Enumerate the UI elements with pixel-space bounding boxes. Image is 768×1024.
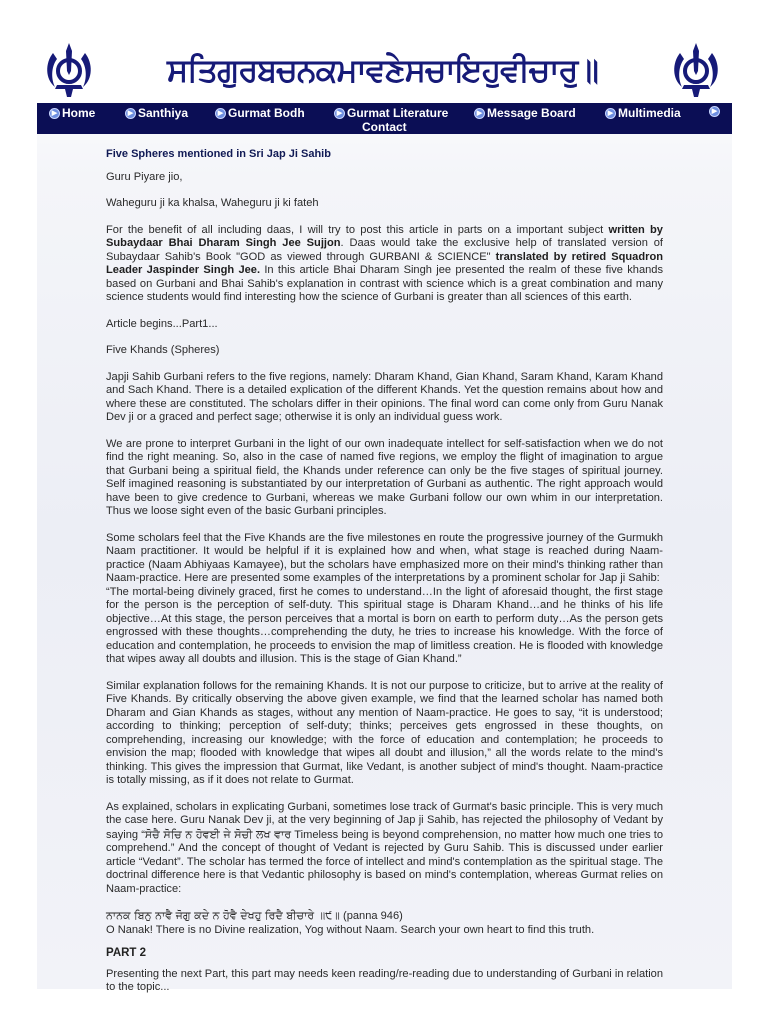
paragraph-3: Some scholars feel that the Five Khands are the five milestones en route the progressive journey of the Gurmukh Naam practitioner. It would be helpful if it is explained how and when, what stage is reached during Naam-practice (Naam Abhiyaas Kamayee), but the scholars have emphasized more on their mind's thinking rather than Naam-practice. Here are presented some examples of the interpretations by a prominent scholar for Jap ji Sahib: [106, 531, 663, 584]
nav-bullet-icon: ▶ [125, 108, 136, 119]
paragraph-2: We are prone to interpret Gurbani in the light of our own inadequate intellect for self-satisfaction when we do not find the right meaning. So, also in the case of named five regions, we employ the flight of imagination to argue that Gurbani being a spiritual field, the Khands under reference can only be the five stages of spiritual journey. Self imagined reasoning is substantiated by our interpretation of Gurbani as authentic. The right approach would have been to give credence to Gurbani, whereas we make Gurbani follow our own whim in our interpretation. Thus we loose sight even of the basic Gurbani principles. [106, 437, 663, 517]
article [106, 148, 663, 995]
nav-bullet-icon: ▶ [49, 108, 60, 119]
nav-message-board-label: Message Board [487, 106, 576, 120]
nav-home[interactable] [49, 106, 95, 120]
intro-text-2: . Daas would take the exclusive help of translated version of Subaydaar Sahib's Book "GOD as viewed through GURBANI & SCIENCE" [106, 237, 663, 263]
nav-gurmat-bodh[interactable] [215, 106, 305, 120]
intro-text-3: In this article Bhai Dharam Singh jee presented the realm of these five khands based on Gurbani and Bhai Sahib's explanation in contrast with science which is a great combination and many science students would find interesting how the science of Gurbani is greater than all sciences of this earth. [106, 264, 663, 303]
article-begins: Article begins...Part1... [106, 317, 218, 330]
verse-reference: (panna 946) [339, 910, 403, 922]
gurbani-verse [106, 909, 663, 924]
verse-translation: O Nanak! There is no Divine realization, Yog without Naam. Search your own heart to find this truth. [106, 923, 595, 936]
paragraph-5-text-a: As explained, scholars in explicating Gurbani, sometimes lose track of Gurmat's basic principle. This is very much the case here. Guru Nanak Dev ji, at the very beginning of Jap ji Sahib, has rejected the philosophy of Vedant by saying “ [106, 800, 663, 841]
nav-santhiya-label: Santhiya [138, 106, 189, 120]
translator-credit: translated by retired Squadron Leader Jaspinder Singh Jee. [106, 250, 663, 276]
khanda-right-icon [670, 41, 722, 99]
nav-bullet-icon: ▶ [709, 106, 720, 117]
nav-multimedia[interactable] [605, 106, 681, 120]
article-title: Five Spheres mentioned in Sri Jap Ji Sahib [106, 148, 331, 160]
part-2-heading: PART 2 [106, 947, 147, 959]
greeting: Guru Piyare jio, [106, 170, 183, 183]
nav-bullet-icon: ▶ [334, 108, 345, 119]
nav-gurmat-literature[interactable] [334, 106, 448, 120]
intro-paragraph [106, 224, 663, 305]
nav-santhiya[interactable] [125, 106, 188, 120]
paragraph-4: Similar explanation follows for the remaining Khands. It is not our purpose to criticize, but to arrive at the reality of Five Khands. By critically observing the above given example, we find that the learned scholar has named both Dharam and Gian Khands as stages, without any mention of Naam-practice. He goes to say, “it is understood; according to thinking; perception of self-duty; thinks; perceives gets engrossed in these thoughts, on comprehending, increasing our knowledge; with the force of education and contemplation; he proceeds to envision the map; flooded with knowledge that wipes all doubt and illusion,” all the words relate to the mind's thinking. This gives the impression that Gurmat, like Vedant, is another subject of mind's thought. Naam-practice is totally missing, as if it does not relate to Gurmat. [106, 679, 663, 786]
intro-text-1: For the benefit of all including daas, I will try to post this article in parts on a important subject [106, 223, 609, 236]
nav-home-label: Home [62, 106, 96, 120]
nav-multimedia-label: Multimedia [618, 106, 681, 120]
nav-more[interactable] [709, 106, 720, 117]
nav-message-board[interactable] [474, 106, 576, 120]
section-subheading: Five Khands (Spheres) [106, 344, 220, 356]
nav-bullet-icon: ▶ [215, 108, 226, 119]
nav-contact-label: Contact [362, 120, 407, 134]
site-banner [37, 37, 732, 103]
banner-title: ਸਤਿਗੁਰਬਚਨਕਮਾਵਣੇਸਚਾਇਹੁਵੀਚਾਰੁ॥ [167, 50, 598, 89]
nav-contact[interactable] [362, 120, 407, 134]
salutation: Waheguru ji ka khalsa, Waheguru ji ki fateh [106, 197, 319, 209]
part-2-text: Presenting the next Part, this part may needs keen reading/re-reading due to understanding of Gurbani in relation to the topic... [106, 967, 663, 993]
paragraph-5-text-b: Timeless being is beyond comprehension, no matter how much one tries to comprehend.” And the concept of thought of Vedant is rejected by Guru Sahib. This is discussed under earlier article “Vedant”. The scholar has termed the force of intellect and mind's contemplation as the spiritual stage. The doctrinal difference here is that Vedantic philosophy is based on mind's contemplation, whereas Gurmat relies on Naam-practice: [106, 828, 664, 895]
paragraph-1: Japji Sahib Gurbani refers to the five regions, namely: Dharam Khand, Gian Khand, Saram Khand, Karam Khand and Sach Khand. There is a detailed explication of the different Khands. Yet the question remains about how and where these are constituted. The scholars differ in their opinions. The final word can come only from Guru Nanak Dev ji or a graced and perfect sage; otherwise it is only an individual guess work. [106, 370, 663, 423]
khanda-left-icon [43, 41, 95, 99]
verse-gurmukhi: ਨਾਨਕ ਬਿਨੁ ਨਾਵੈ ਜੋਗੁ ਕਦੇ ਨ ਹੋਵੈ ਦੇਖਹੁ ਰਿਦੈ ਬੀਚਾਰੇ ॥੯॥ [106, 909, 340, 922]
nav-bullet-icon: ▶ [474, 108, 485, 119]
author-credit: written by Subaydaar Bhai Dharam Singh Jee Sujjon [106, 223, 663, 249]
nav-bullet-icon: ▶ [605, 108, 616, 119]
gurbani-line: ਸੋਚੈ ਸੋਚਿ ਨ ਹੋਵਈ ਜੇ ਸੋਚੀ ਲਖ ਵਾਰ [144, 827, 292, 841]
main-nav [37, 103, 732, 134]
scholar-quote: “The mortal-being divinely graced, first he comes to understand…In the light of aforesaid thought, the first stage for the person is the perception of self-duty. This spiritual stage is Dharam Khand…and he thinks of his life objective…At this stage, the person perceives that a mortal is born on earth to perform duty…As the person gets engrossed with these thoughts…comprehending the duty, he tries to increase his knowledge. With the force of education and contemplation, he proceeds to envision the map of limitless creation. He is flooded with knowledge that wipes away all doubts and illusion. This is the stage of Gian Khand.” [106, 585, 663, 665]
paragraph-5 [106, 801, 663, 897]
nav-gurmat-literature-label: Gurmat Literature [347, 106, 449, 120]
nav-gurmat-bodh-label: Gurmat Bodh [228, 106, 305, 120]
